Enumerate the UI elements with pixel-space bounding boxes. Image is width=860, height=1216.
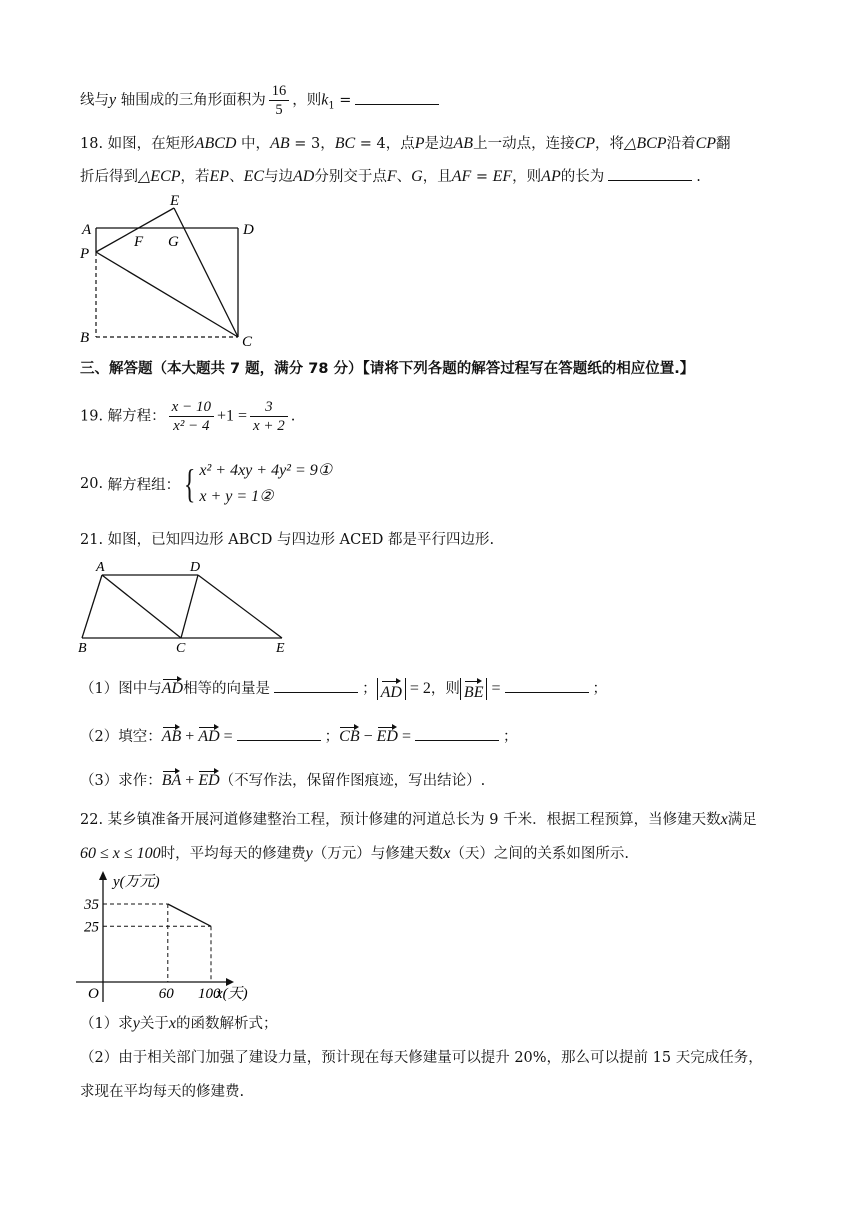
- q18-eq1: = 3: [289, 136, 321, 152]
- q22-condition: 60 ≤ x ≤ 100: [80, 845, 161, 862]
- q22-p1-a: （1）求: [80, 1016, 133, 1032]
- answer-blank[interactable]: [608, 166, 692, 181]
- vector-ad-2: AD: [381, 678, 402, 704]
- label-p: P: [80, 246, 90, 262]
- var-x: x: [168, 1015, 176, 1032]
- q18-t3: ，: [320, 136, 335, 152]
- label-b: B: [80, 330, 90, 346]
- q18-l2-t3: 、: [229, 169, 244, 185]
- label-e: E: [170, 193, 180, 209]
- y-axis-label: y(万元): [113, 874, 160, 890]
- label-a: A: [96, 560, 105, 575]
- q19-line: [80, 398, 295, 435]
- vector-ba: BA: [162, 768, 182, 790]
- q18-t2: 中，: [236, 136, 271, 152]
- q21-p1-t3: ，则: [430, 681, 460, 697]
- q19-text: 解方程：: [103, 408, 166, 425]
- q17-text-c: ，则: [292, 92, 322, 109]
- brace-icon: {: [184, 461, 196, 506]
- q19-end: .: [290, 408, 296, 425]
- y-tick-label-1: 25: [84, 919, 99, 936]
- vector-ed: ED: [198, 768, 219, 790]
- q18-l2-t7: ，且: [422, 169, 452, 185]
- q18-line-2: [80, 165, 701, 186]
- answer-blank[interactable]: [355, 90, 439, 105]
- label-f: F: [134, 234, 144, 250]
- q18-p: P: [414, 135, 425, 152]
- q22-t1: 满足: [727, 812, 757, 828]
- q18-t1: 如图，在矩形: [103, 136, 195, 152]
- x-tick-label-1: 100: [198, 986, 221, 1002]
- q18-l2-t4: 与边: [264, 169, 294, 185]
- q22-text-1: 22. 某乡镇准备开展河道修建整治工程，预计修建的河道总长为 9 千米．根据工程预算，当修建天数: [80, 812, 721, 828]
- frac-denominator: 5: [275, 102, 283, 118]
- q21-p1-t2: ；: [362, 681, 377, 697]
- q21-p2-t2: ；: [503, 729, 518, 745]
- q18-af: AF: [451, 168, 472, 185]
- edge-de: [198, 575, 282, 638]
- q18-ad: AD: [293, 168, 315, 185]
- label-a: A: [82, 222, 92, 238]
- edge-dc: [181, 575, 198, 638]
- q20-system: [199, 458, 332, 510]
- q21-p1-t5: ；: [592, 681, 607, 697]
- q18-ap: AP: [541, 168, 561, 185]
- q22-p1-c: 的函数解析式；: [175, 1016, 278, 1032]
- q18-line-1: [80, 132, 731, 153]
- q21-p3-note: （不写作法，保留作图痕迹，写出结论）.: [219, 773, 486, 789]
- q18-ab: AB: [270, 135, 290, 152]
- x-axis-label: x(天): [216, 986, 248, 1002]
- q18-t8: 沿着: [666, 136, 696, 152]
- q22-p1-b: 关于: [139, 1016, 169, 1032]
- q21-p2-label: （2）填空：: [80, 729, 162, 745]
- q18-l2-t6: 、: [396, 169, 412, 185]
- q20-text: 解方程组：: [103, 477, 181, 494]
- q17-fraction: [269, 82, 290, 119]
- q21-part-1: [80, 676, 607, 700]
- q18-l2-t1: 折后得到: [80, 169, 138, 185]
- q18-f: F: [386, 168, 397, 185]
- eq-sign: =: [219, 728, 233, 745]
- q18-t5: 是边: [424, 136, 454, 152]
- q21-part-2: [80, 724, 518, 746]
- edge-ac: [102, 575, 181, 638]
- abs-vector-be: [460, 678, 488, 700]
- q18-ec: EC: [243, 168, 265, 185]
- vector-ad: AD: [198, 724, 219, 746]
- q21-p1-t1: 相等的向量是: [183, 681, 271, 697]
- q22-line-1: [80, 808, 757, 829]
- vector-ed: ED: [377, 724, 398, 746]
- var-k: k: [321, 91, 329, 109]
- label-c: C: [176, 641, 186, 656]
- q20-number: 20.: [80, 476, 104, 492]
- y-tick-label-0: 35: [84, 897, 99, 913]
- q18-eq2: = 4: [355, 136, 386, 152]
- q21-p1-eq: = 2: [405, 680, 431, 697]
- q18-cp: CP: [574, 135, 596, 152]
- q22-line-2: [80, 842, 629, 863]
- q18-t6: 上一动点，连接: [473, 136, 575, 152]
- answer-blank[interactable]: [237, 726, 321, 741]
- q19-fraction-2: [250, 398, 288, 435]
- q18-l2-eq: =: [471, 169, 493, 185]
- q17-line: [80, 82, 443, 119]
- q21-p2-t1: ；: [324, 729, 340, 745]
- q21-p1-t4: =: [487, 680, 501, 697]
- vector-ad: AD: [162, 676, 183, 698]
- q18-ep: EP: [209, 168, 230, 185]
- q22-t4: （天）之间的关系如图所示.: [450, 846, 629, 862]
- frac2-numerator: 3: [250, 398, 288, 417]
- label-d: D: [243, 222, 254, 238]
- x-axis-arrow-icon: [226, 978, 234, 986]
- q18-l2-t2: ，若: [180, 169, 210, 185]
- vector-be: BE: [464, 678, 484, 704]
- q18-l2-t5: 分别交于点: [314, 169, 387, 185]
- q21-part-3: [80, 768, 485, 790]
- q18-rectangle-figure: [76, 190, 276, 350]
- q19-plus: +1 =: [216, 407, 247, 425]
- q17-text-a: 线与: [80, 92, 109, 109]
- frac2-denominator: x + 2: [253, 418, 285, 434]
- series-line: [168, 904, 211, 926]
- vector-cb: CB: [339, 724, 359, 746]
- q18-t4: ，点: [385, 136, 415, 152]
- x-tick-label-0: 60: [158, 986, 174, 1002]
- q17-text-b: 轴围成的三角形面积为: [116, 92, 266, 109]
- q18-t9: 翻: [716, 136, 731, 152]
- label-b: B: [78, 641, 87, 656]
- q18-l2-end: .: [696, 169, 701, 185]
- q18-ab2: AB: [453, 135, 474, 152]
- q18-cp2: CP: [695, 135, 717, 152]
- q18-l2-t8: ，则: [512, 169, 542, 185]
- frac-numerator: 16: [269, 82, 290, 101]
- plus-sign: +: [181, 772, 199, 789]
- frac1-denominator: x² − 4: [173, 418, 210, 434]
- abs-vector-ad: [377, 678, 406, 700]
- answer-blank[interactable]: [505, 678, 589, 693]
- q19-fraction-1: [169, 398, 214, 435]
- label-e: E: [276, 641, 285, 656]
- var-y: y: [109, 91, 117, 109]
- q22-part-2-line-2: 求现在平均每天的修建费.: [80, 1084, 245, 1100]
- q20-line: [80, 458, 332, 510]
- var-x: x: [443, 845, 451, 862]
- plus-sign: +: [181, 728, 199, 745]
- q18-t7: ，将: [595, 136, 625, 152]
- q20-eq1: x² + 4xy + 4y² = 9①: [199, 462, 333, 479]
- q22-t2: 时，平均每天的修建费: [160, 846, 306, 862]
- q22-part-1: [80, 1012, 277, 1033]
- q18-bc: BC: [334, 135, 356, 152]
- q18-ef: EF: [492, 168, 513, 185]
- q21-intro: 21. 如图，已知四边形 ABCD 与四边形 ACED 都是平行四边形.: [80, 532, 495, 548]
- origin-label: O: [88, 986, 99, 1002]
- q19-number: 19.: [80, 408, 104, 425]
- y-axis-arrow-icon: [99, 871, 107, 880]
- label-c: C: [242, 334, 253, 350]
- q21-p3-label: （3）求作：: [80, 773, 162, 789]
- q22-line-chart: [76, 866, 276, 1006]
- var-y: y: [305, 845, 313, 862]
- k-subscript: 1: [328, 100, 335, 112]
- edge-ab: [82, 575, 102, 638]
- vector-ab: AB: [162, 724, 182, 746]
- section-3-heading: 三、解答题（本大题共 7 题，满分 78 分）【请将下列各题的解答过程写在答题纸的相应位置.】: [80, 361, 695, 377]
- answer-blank[interactable]: [415, 726, 499, 741]
- frac1-numerator: x − 10: [169, 398, 214, 417]
- q21-p1-label: （1）图中与: [80, 681, 162, 697]
- minus-sign: −: [359, 728, 377, 745]
- q18-ecp: △ECP: [138, 168, 181, 185]
- q18-abcd: ABCD: [194, 135, 237, 152]
- q18-l2-t9: 的长为: [560, 169, 605, 185]
- label-d: D: [190, 560, 201, 575]
- var-x: x: [720, 811, 728, 828]
- q18-number: 18.: [80, 136, 104, 152]
- q21-parallelogram-figure: [74, 558, 294, 658]
- answer-blank[interactable]: [274, 678, 358, 693]
- q17-eq: =: [334, 92, 352, 109]
- label-g: G: [168, 234, 179, 250]
- q22-t3: （万元）与修建天数: [312, 846, 444, 862]
- q22-part-2-line-1: （2）由于相关部门加强了建设力量，预计现在每天修建量可以提升 20%，那么可以提前 15 天完成任务，: [80, 1050, 763, 1066]
- q18-g: G: [411, 168, 423, 185]
- q20-eq2: x + y = 1②: [199, 488, 274, 505]
- eq-sign: =: [397, 728, 412, 745]
- q18-tri-bcp: △BCP: [624, 135, 667, 152]
- var-y: y: [132, 1015, 140, 1032]
